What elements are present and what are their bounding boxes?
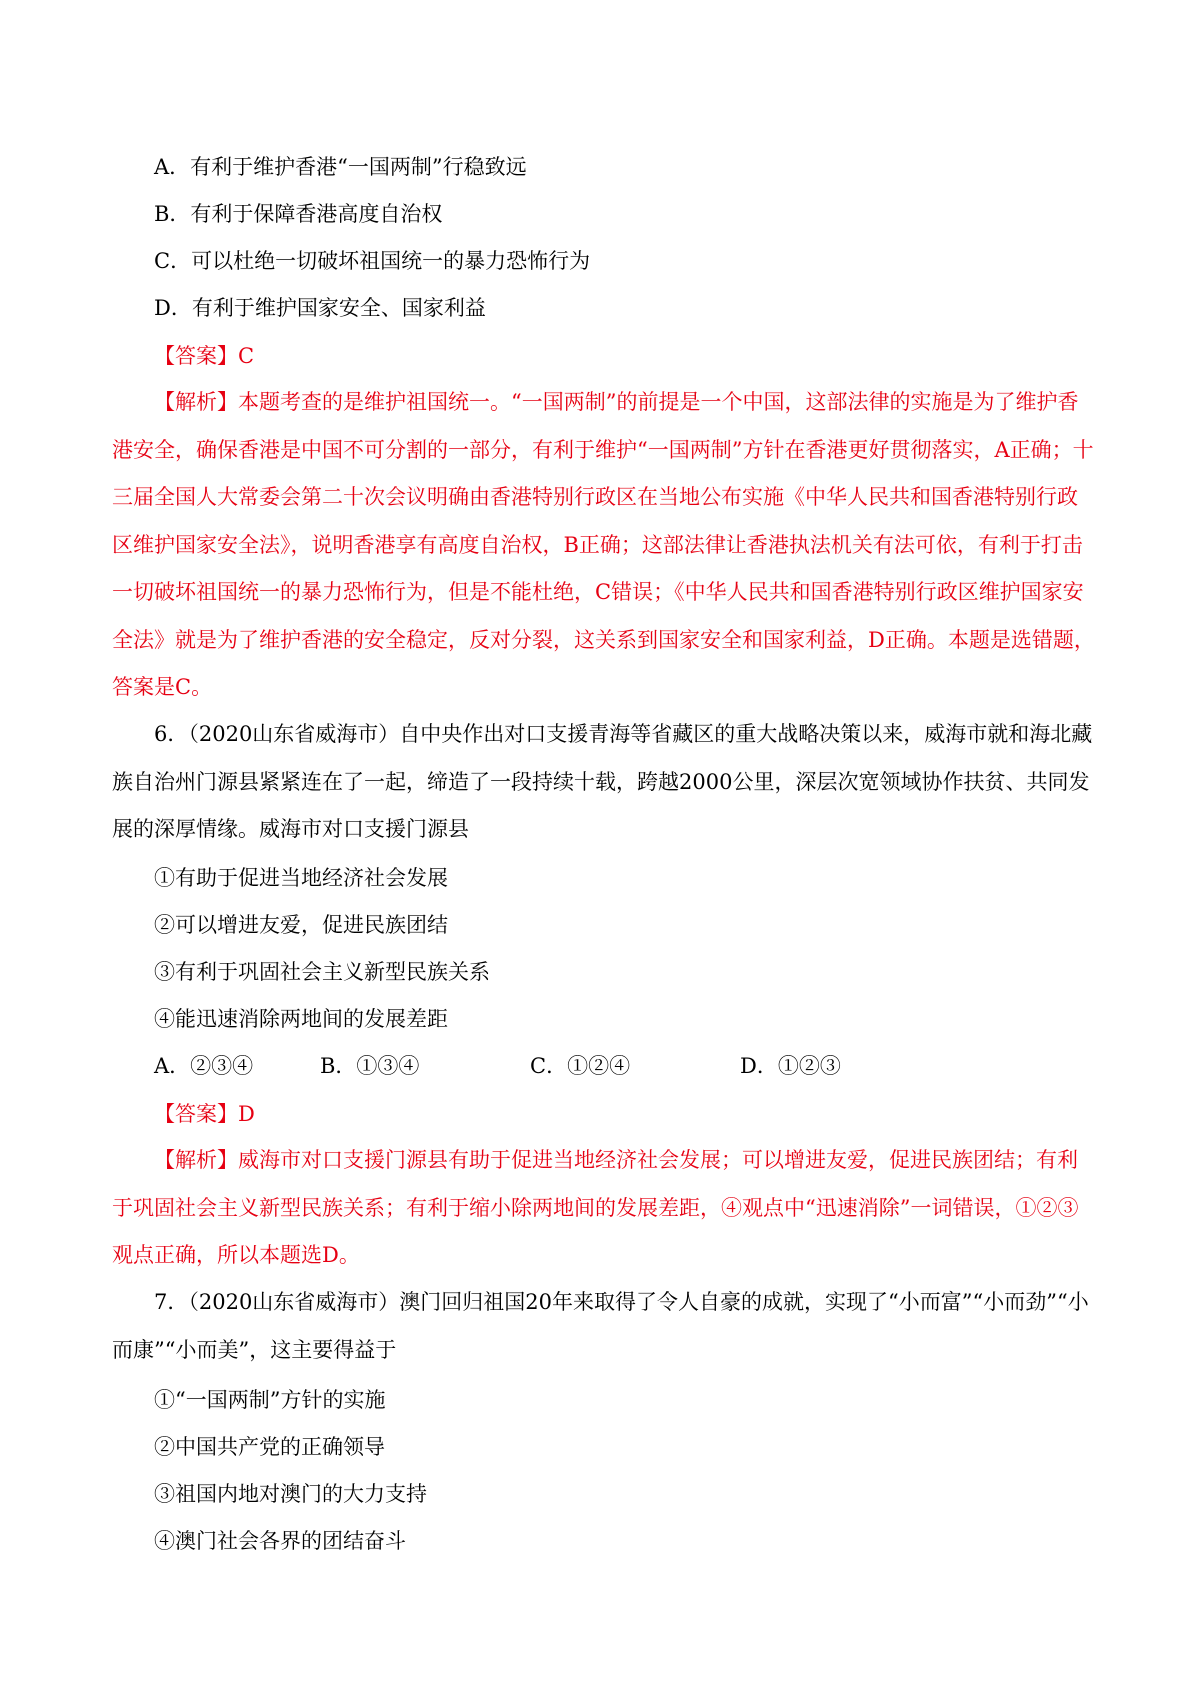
q6-item-3: ③有利于巩固社会主义新型民族关系 (154, 960, 490, 984)
q6-stem: 6．（2020山东省威海市）自中央作出对口支援青海等省藏区的重大战略决策以来，威海市就和海北藏族自治州门源县紧紧连在了一起，缔造了一段持续十载，跨越2000公里，深层次宽领域协作扶贫、共同发展的深厚情缘。威海市对口支援门源县 (112, 722, 1093, 841)
q6-item-2: ②可以增进友爱，促进民族团结 (154, 913, 448, 937)
q5-option-d: D．有利于维护国家安全、国家利益 (154, 296, 486, 320)
q6-choice-d: D．①②③ (740, 1054, 841, 1078)
q5-answer: 【答案】C (154, 344, 255, 368)
q7-item-4: ④澳门社会各界的团结奋斗 (154, 1529, 406, 1553)
q5-option-b: B．有利于保障香港高度自治权 (154, 202, 443, 226)
q7-item-1: ①“一国两制”方针的实施 (154, 1388, 386, 1412)
q5-option-a: A．有利于维护香港“一国两制”行稳致远 (154, 155, 527, 179)
q6-choice-b: B．①③④ (320, 1054, 420, 1078)
q5-option-c: C．可以杜绝一切破坏祖国统一的暴力恐怖行为 (154, 249, 591, 273)
q7-stem: 7．（2020山东省威海市）澳门回归祖国20年来取得了令人自豪的成就，实现了“小而富”“小而劲”“小而康”“小而美”，这主要得益于 (112, 1290, 1089, 1362)
q6-choice-c: C．①②④ (530, 1054, 631, 1078)
q6-item-4: ④能迅速消除两地间的发展差距 (154, 1007, 448, 1031)
q5-analysis: 【解析】本题考查的是维护祖国统一。“一国两制”的前提是一个中国，这部法律的实施是为了维护香港安全，确保香港是中国不可分割的一部分，有利于维护“一国两制”方针在香港更好贯彻落实，A正确；十三届全国人大常委会第二十次会议明确由香港特别行政区在当地公布实施《中华人民共和国香港特别行政区维护国家安全法》，说明香港享有高度自治权，B正确；这部法律让香港执法机关有法可依，有利于打击一切破坏祖国统一的暴力恐怖行为，但是不能杜绝，C错误；《中华人民共和国香港特别行政区维护国家安全法》就是为了维护香港的安全稳定，反对分裂，这关系到国家安全和国家利益，D正确。本题是选错题，答案是C。 (112, 390, 1095, 699)
q7-item-3: ③祖国内地对澳门的大力支持 (154, 1482, 427, 1506)
q6-choice-a: A．②③④ (154, 1054, 254, 1078)
q6-item-1: ①有助于促进当地经济社会发展 (154, 866, 448, 890)
q6-answer: 【答案】D (154, 1102, 255, 1126)
q7-item-2: ②中国共产党的正确领导 (154, 1435, 385, 1459)
q6-analysis: 【解析】威海市对口支援门源县有助于促进当地经济社会发展；可以增进友爱，促进民族团结；有利于巩固社会主义新型民族关系；有利于缩小除两地间的发展差距，④观点中“迅速消除”一词错误，①②③观点正确，所以本题选D。 (112, 1148, 1079, 1267)
